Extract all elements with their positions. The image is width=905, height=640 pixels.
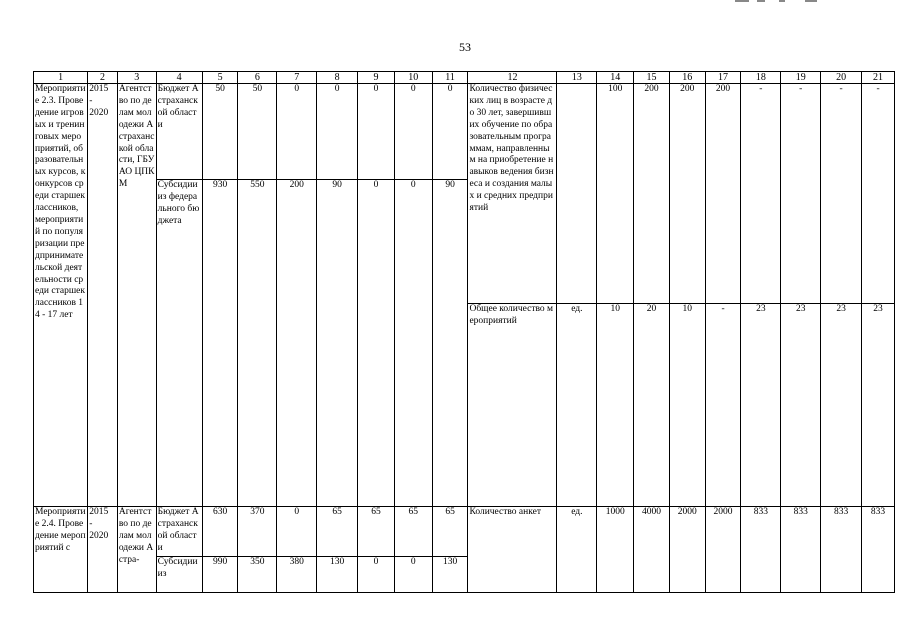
column-number-7: 7 (277, 72, 317, 84)
funding-source: Субсидии из (156, 557, 202, 593)
activity-name: Мероприятие 2.4. Проведение мероприятий с (34, 507, 88, 593)
funding-value: 370 (238, 507, 277, 557)
indicator-unit (557, 84, 597, 304)
column-number-16: 16 (669, 72, 705, 84)
indicator-value: 1000 (597, 507, 634, 593)
indicator-value: 833 (862, 507, 895, 593)
funding-value: 130 (432, 557, 468, 593)
column-number-19: 19 (781, 72, 821, 84)
indicator-unit: ед. (557, 507, 597, 593)
indicator-name: Общее количество мероприятий (468, 304, 557, 507)
indicator-name: Количество физических лиц в возрасте до 30 лет, завершивших обучение по образовательным программам, направленным на приобретение навыков ведения бизнеса и создания малых и средних предприятий (468, 84, 557, 304)
funding-value: 90 (432, 180, 468, 507)
indicator-value: 23 (741, 304, 781, 507)
funding-value: 0 (358, 557, 395, 593)
indicator-name: Количество анкет (468, 507, 557, 593)
funding-value: 130 (317, 557, 358, 593)
funding-value: 65 (394, 507, 432, 557)
funding-value: 550 (238, 180, 277, 507)
column-number-4: 4 (156, 72, 202, 84)
funding-value: 65 (432, 507, 468, 557)
page-number: 53 (459, 40, 471, 54)
indicator-value: - (781, 84, 821, 304)
indicator-value: - (862, 84, 895, 304)
indicator-value: 20 (634, 304, 670, 507)
column-number-8: 8 (317, 72, 358, 84)
funding-value: 0 (277, 84, 317, 180)
column-number-5: 5 (202, 72, 238, 84)
column-number-18: 18 (741, 72, 781, 84)
column-number-20: 20 (821, 72, 862, 84)
funding-value: 0 (394, 557, 432, 593)
indicator-value: 2000 (669, 507, 705, 593)
activity-executor: Агентство по делам молодежи Астра- (117, 507, 156, 593)
funding-value: 0 (358, 180, 395, 507)
indicator-value: 23 (781, 304, 821, 507)
column-number-15: 15 (634, 72, 670, 84)
column-number-2: 2 (88, 72, 118, 84)
funding-source: Бюджет Астраханской области (156, 507, 202, 557)
indicator-value: - (741, 84, 781, 304)
column-number-17: 17 (705, 72, 741, 84)
column-number-13: 13 (557, 72, 597, 84)
funding-value: 65 (358, 507, 395, 557)
funding-value: 200 (277, 180, 317, 507)
indicator-unit: ед. (557, 304, 597, 507)
column-number-9: 9 (358, 72, 395, 84)
funding-value: 0 (432, 84, 468, 180)
column-number-12: 12 (468, 72, 557, 84)
column-number-11: 11 (432, 72, 468, 84)
indicator-value: 4000 (634, 507, 670, 593)
column-number-6: 6 (238, 72, 277, 84)
indicator-value: 23 (862, 304, 895, 507)
funding-value: 90 (317, 180, 358, 507)
program-table (33, 71, 895, 593)
indicator-value: - (705, 304, 741, 507)
funding-value: 0 (394, 180, 432, 507)
indicator-value: - (821, 84, 862, 304)
column-number-1: 1 (34, 72, 88, 84)
activity-years: 2015 - 2020 (88, 84, 118, 507)
indicator-value: 200 (705, 84, 741, 304)
column-number-10: 10 (394, 72, 432, 84)
indicator-value: 833 (741, 507, 781, 593)
activity-name: Мероприятие 2.3. Проведение игровых и тренинговых мероприятий, образовательных курсов, конкурсов среди старшеклассников, мероприятий по популяризации предпринимательской деятельности среди старшеклассников 14 - 17 лет (34, 84, 88, 507)
funding-value: 0 (394, 84, 432, 180)
indicator-value: 200 (669, 84, 705, 304)
funding-source: Бюджет Астраханской области (156, 84, 202, 180)
funding-value: 0 (317, 84, 358, 180)
funding-value: 50 (202, 84, 238, 180)
scan-artifact (735, 0, 825, 6)
activity-row (34, 84, 895, 180)
funding-value: 0 (277, 507, 317, 557)
indicator-value: 10 (669, 304, 705, 507)
column-number-21: 21 (862, 72, 895, 84)
funding-source: Субсидии из федерального бюджета (156, 180, 202, 507)
column-number-3: 3 (117, 72, 156, 84)
funding-value: 380 (277, 557, 317, 593)
funding-value: 65 (317, 507, 358, 557)
indicator-value: 2000 (705, 507, 741, 593)
funding-value: 50 (238, 84, 277, 180)
indicator-value: 833 (781, 507, 821, 593)
funding-value: 350 (238, 557, 277, 593)
column-number-14: 14 (597, 72, 634, 84)
indicator-value: 100 (597, 84, 634, 304)
funding-value: 630 (202, 507, 238, 557)
activity-years: 2015 - 2020 (88, 507, 118, 593)
indicator-value: 200 (634, 84, 670, 304)
header-row (34, 72, 895, 84)
indicator-value: 10 (597, 304, 634, 507)
funding-value: 0 (358, 84, 395, 180)
funding-value: 990 (202, 557, 238, 593)
funding-value: 930 (202, 180, 238, 507)
activity-row (34, 507, 895, 557)
indicator-value: 23 (821, 304, 862, 507)
activity-executor: Агентство по делам молодежи Астраханской области, ГБУ АО ЦПКМ (117, 84, 156, 507)
indicator-value: 833 (821, 507, 862, 593)
